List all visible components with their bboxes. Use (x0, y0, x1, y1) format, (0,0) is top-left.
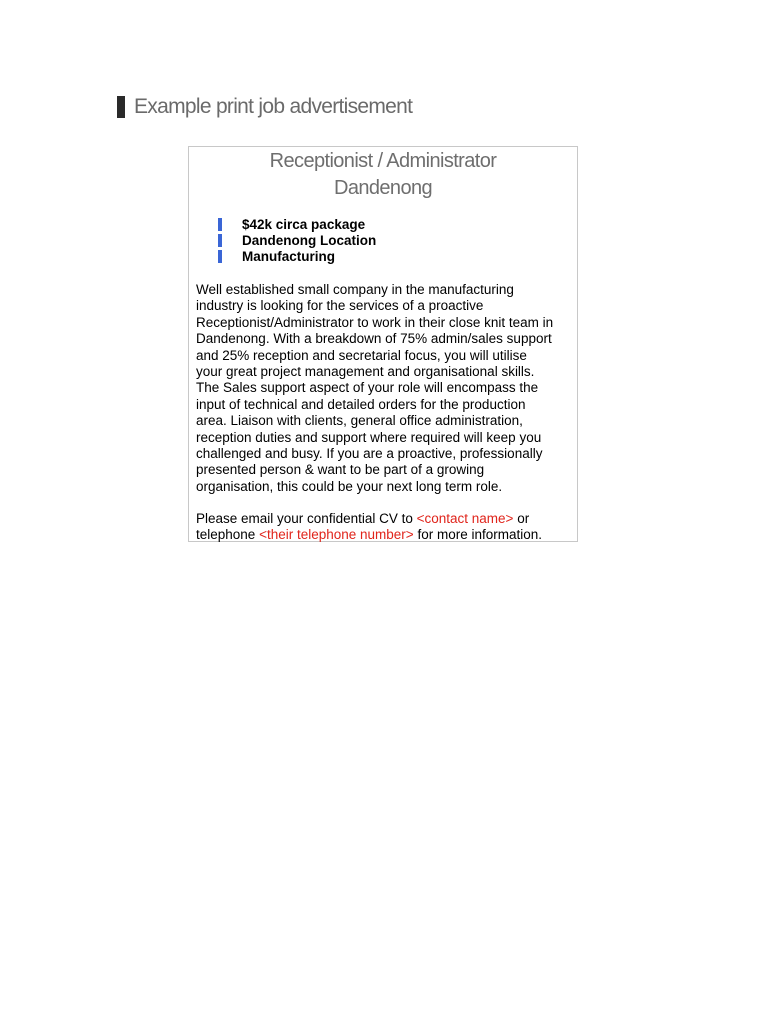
heading-bar-marker (117, 96, 125, 118)
body-line: challenged and busy. If you are a proactive, professionally (196, 445, 543, 461)
highlight-location: Dandenong Location (242, 232, 377, 248)
body-line: Dandenong. With a breakdown of 75% admin/sales support (196, 331, 552, 347)
bullet-icon (218, 218, 222, 231)
body-line: area. Liaison with clients, general office administration, (196, 413, 523, 429)
highlight-item (218, 249, 376, 265)
contact-mid: or (513, 511, 530, 526)
body-line: industry is looking for the services of a proactive (196, 298, 484, 314)
contact-prefix: Please email your confidential CV to (196, 511, 417, 526)
body-line: input of technical and detailed orders for the production (196, 396, 526, 412)
telephone-placeholder: <their telephone number> (259, 527, 414, 543)
bullet-icon (218, 250, 222, 263)
section-heading-text: Example print job advertisement (134, 95, 413, 118)
body-line: Well established small company in the manufacturing (196, 282, 514, 297)
body-line: organisation, this could be your next long term role. (196, 478, 503, 494)
body-line: presented person & want to be part of a growing (196, 462, 485, 478)
highlight-item (218, 232, 376, 248)
body-line: Receptionist/Administrator to work in their close knit team in (196, 314, 554, 330)
body-line: and 25% reception and secretarial focus, you will utilise (196, 347, 527, 363)
contact-name-placeholder: <contact name> (416, 511, 514, 526)
contact-line2-prefix: telephone (196, 527, 260, 543)
highlight-industry: Manufacturing (242, 249, 335, 265)
contact-line-2 (196, 527, 578, 543)
bullet-icon (218, 234, 222, 247)
ad-title-line-2: Dandenong (333, 177, 433, 199)
ad-title-line-1: Receptionist / Administrator (269, 150, 497, 172)
highlight-salary: $42k circa package (242, 216, 366, 232)
body-line: your great project management and organisational skills. (196, 363, 535, 379)
body-line: The Sales support aspect of your role will encompass the (196, 380, 539, 396)
contact-suffix: for more information. (413, 527, 542, 543)
job-advertisement (188, 146, 578, 542)
contact-line-1 (196, 511, 578, 527)
ad-contact-info (196, 511, 578, 544)
highlight-item (218, 216, 376, 232)
ad-highlights-list (218, 216, 376, 265)
section-heading (117, 93, 412, 121)
body-line: reception duties and support where required will keep you (196, 429, 542, 445)
ad-body-text (196, 282, 578, 495)
